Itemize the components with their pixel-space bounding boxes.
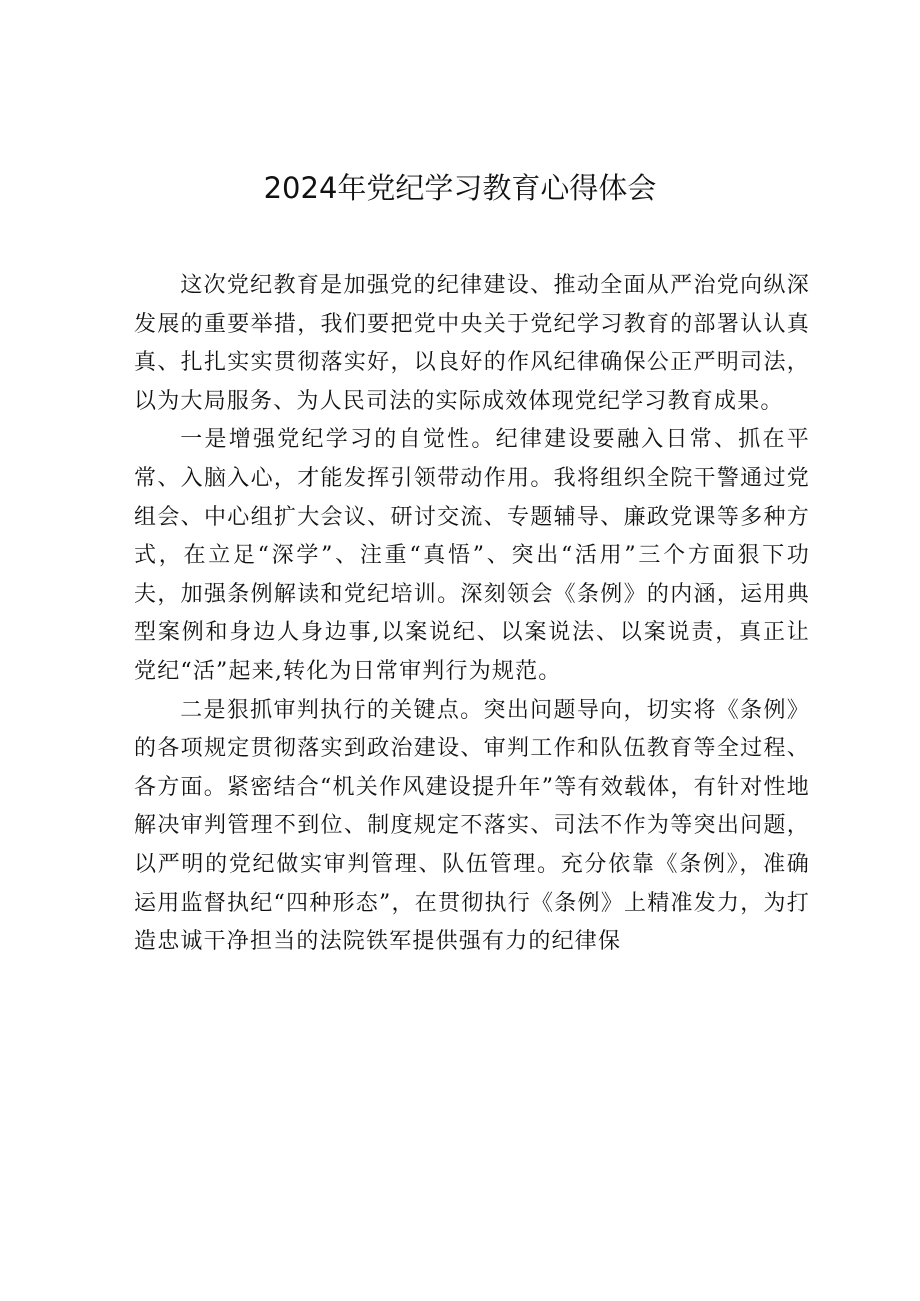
paragraph-point-two: 二是狠抓审判执行的关键点。突出问题导向，切实将《条例》的各项规定贯彻落实到政治建设、审判工作和队伍教育等全过程、各方面。紧密结合“机关作风建设提升年”等有效载体，有针对性地解决审判管理不到位、制度规定不落实、司法不作为等突出问题，以严明的党纪做实审判管理、队伍管理。充分依靠《条例》，准确运用监督执纪“四种形态”，在贯彻执行《条例》上精准发力，为打造忠诚干净担当的法院铁军提供强有力的纪律保 [134,697,810,955]
paragraph-point-one: 一是增强党纪学习的自觉性。纪律建设要融入日常、抓在平常、入脑入心，才能发挥引领带动作用。我将组织全院干警通过党组会、中心组扩大会议、研讨交流、专题辅导、廉政党课等多种方式，在立足“深学”、注重“真悟”、突出“活用”三个方面狠下功夫，加强条例解读和党纪培训。深刻领会《条例》的内涵，运用典型案例和身边人身边事,以案说纪、以案说法、以案说责，真正让党纪“活”起来,转化为日常审判行为规范。 [134,427,810,684]
paragraph-intro: 这次党纪教育是加强党的纪律建设、推动全面从严治党向纵深发展的重要举措，我们要把党中央关于党纪学习教育的部署认认真真、扎扎实实贯彻落实好，以良好的作风纪律确保公正严明司法，以为大局服务、为人民司法的实际成效体现党纪学习教育成果。 [134,273,810,414]
document-title: 2024年党纪学习教育心得体会 [263,171,657,205]
document-body [134,267,810,962]
